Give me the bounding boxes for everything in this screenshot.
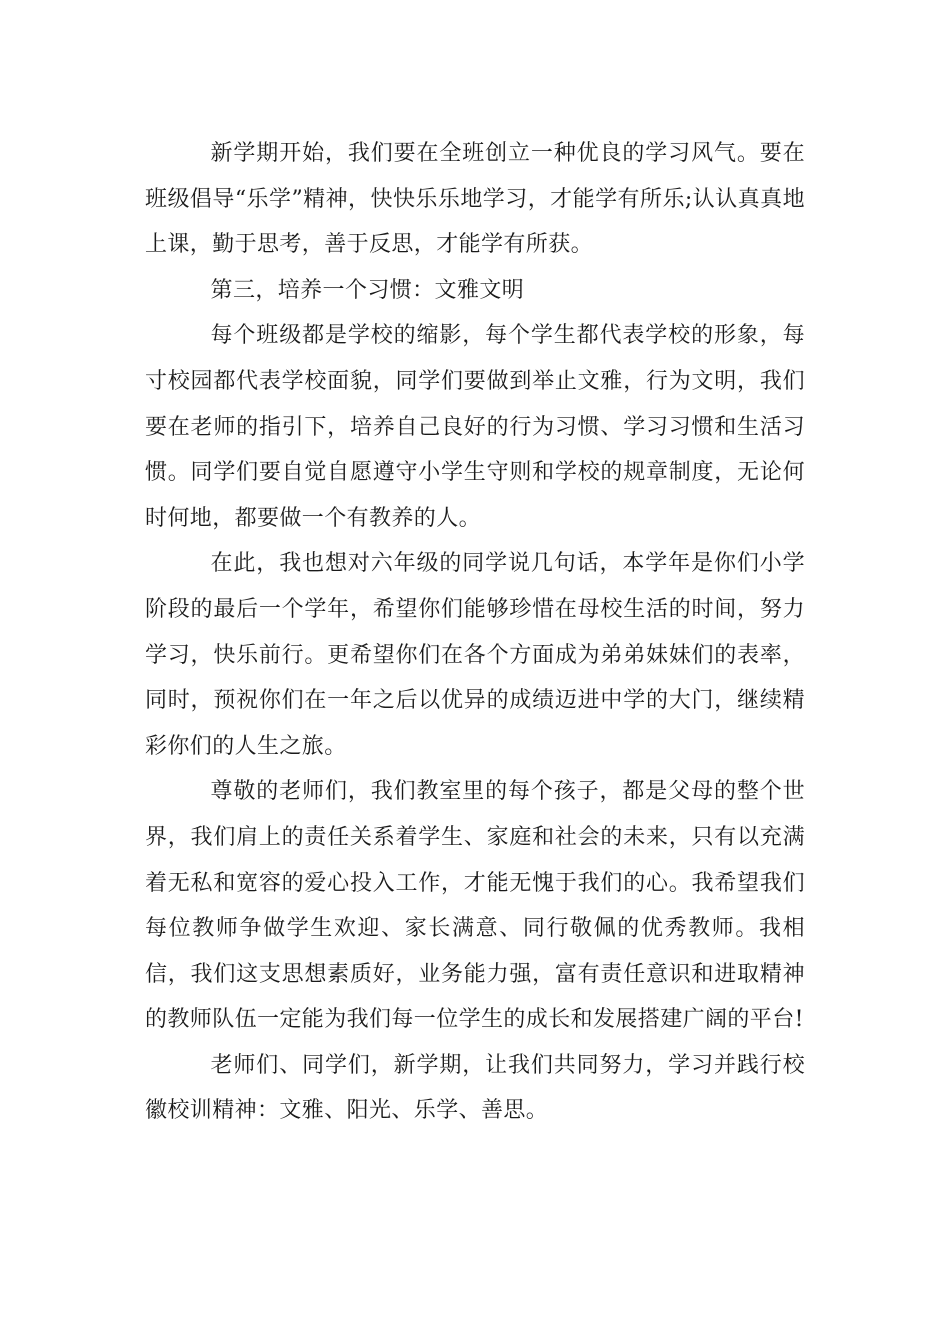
- paragraph-heading-habit: 第三，培养一个习惯：文雅文明: [210, 277, 525, 303]
- paragraph-closing: 老师们、同学们，新学期，让我们共同努力，学习并践行校徽校训精神：文雅、阳光、乐学、善思。: [145, 1052, 805, 1124]
- document-body: [145, 131, 805, 1134]
- paragraph-study-atmosphere: 新学期开始，我们要在全班创立一种优良的学习风气。要在班级倡导“乐学”精神，快快乐乐地学习，才能学有所乐;认认真真地上课，勤于思考，善于反思，才能学有所获。: [145, 141, 805, 258]
- paragraph-sixth-grade: 在此，我也想对六年级的同学说几句话，本学年是你们小学阶段的最后一个学年，希望你们能够珍惜在母校生活的时间，努力学习，快乐前行。更希望你们在各个方面成为弟弟妹妹们的表率，同时，预祝你们在一年之后以优异的成绩迈进中学的大门，继续精彩你们的人生之旅。: [145, 551, 805, 759]
- paragraph-civility: 每个班级都是学校的缩影，每个学生都代表学校的形象，每寸校园都代表学校面貌，同学们要做到举止文雅，行为文明，我们要在老师的指引下，培养自己良好的行为习惯、学习习惯和生活习惯。同学们要自觉自愿遵守小学生守则和学校的规章制度，无论何时何地，都要做一个有教养的人。: [145, 323, 805, 531]
- paragraph-teachers: 尊敬的老师们，我们教室里的每个孩子，都是父母的整个世界，我们肩上的责任关系着学生、家庭和社会的未来，只有以充满着无私和宽容的爱心投入工作，才能无愧于我们的心。我希望我们每位教师争做学生欢迎、家长满意、同行敬佩的优秀教师。我相信，我们这支思想素质好，业务能力强，富有责任意识和进取精神的教师队伍一定能为我们每一位学生的成长和发展搭建广阔的平台!: [145, 779, 805, 1033]
